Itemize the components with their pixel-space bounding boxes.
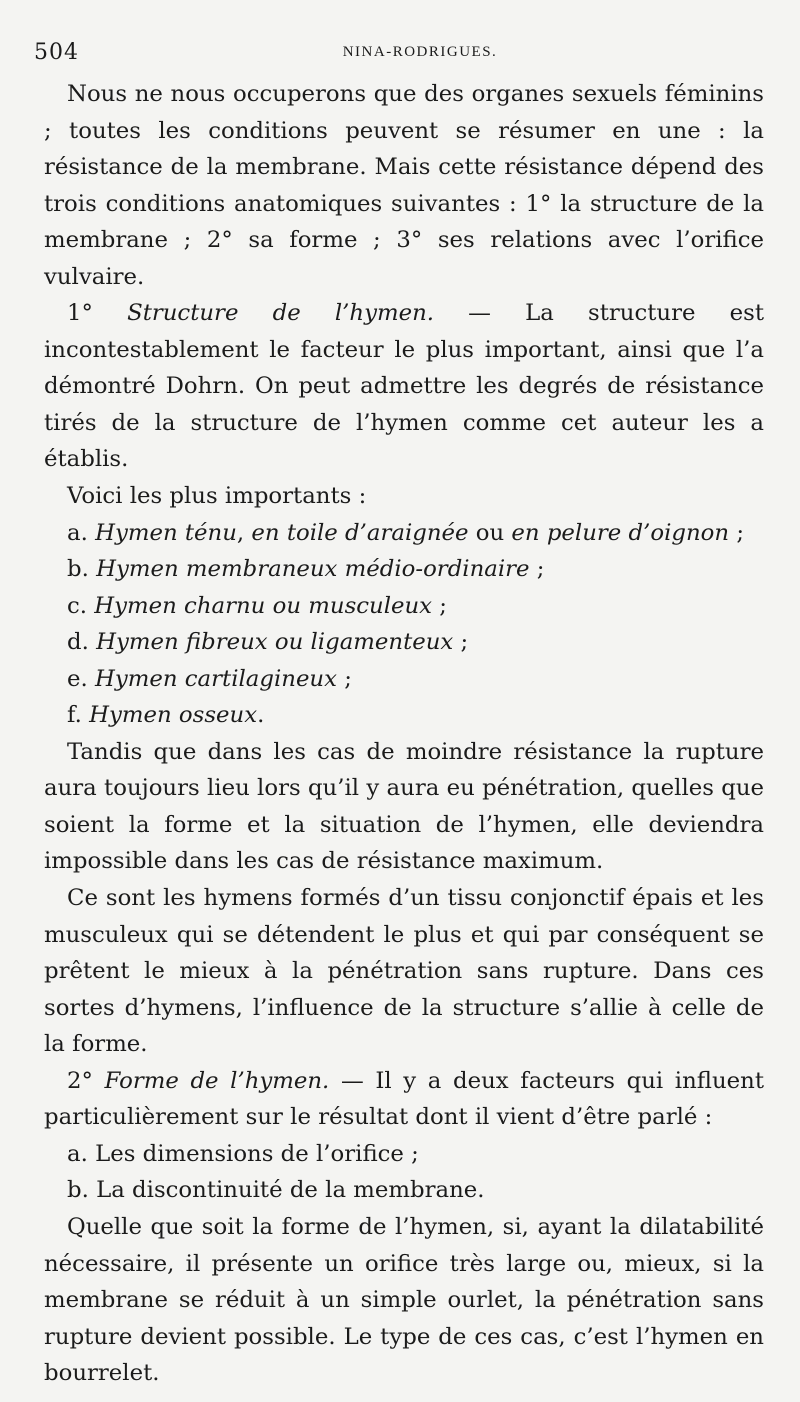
list-item-e (44, 661, 764, 698)
list-letter: d. (67, 629, 97, 656)
list-letter: c. (67, 592, 95, 619)
list-text: en pelure d’oignon (511, 519, 730, 546)
page-number: 504 (34, 40, 79, 65)
list-item-f (44, 697, 764, 734)
list-letter: e. (67, 665, 95, 692)
list-end: ; (729, 519, 745, 546)
paragraph-intro: Nous ne nous occuperons que des organes sexuels féminins ; toutes les conditions peuvent se résumer en une : la résistance de la membrane. Mais cette résistance dépend des trois conditions anatomiques suivantes : 1° la structure de la membrane ; 2° sa forme ; 3° ses relations avec l’orifice vulvaire. (44, 81, 764, 290)
paragraph-forme-text: — Il y a deux facteurs qui influent particulièrement sur le résultat dont il vient d’être parlé : (44, 1067, 764, 1131)
list-text: Hymen fibreux ou ligamenteux (96, 629, 454, 656)
list-letter: f. (67, 702, 90, 729)
paragraph-list-intro: Voici les plus importants : (67, 483, 367, 510)
section-number: 2° (67, 1067, 105, 1094)
list-text: Hymen membraneux médio-ordinaire (96, 556, 530, 583)
list-letter: a. (67, 519, 96, 546)
section-heading-structure: Structure de l’hymen. (127, 300, 434, 327)
paragraph-bourrelet: Quelle que soit la forme de l’hymen, si, ayant la dilatabilité nécessaire, il présente un orifice très large ou, mieux, si la membrane se réduit à un simple ourlet, la pénétration sans rupture devient possible. Le type de ces cas, c’est l’hymen en bourrelet. (44, 1213, 764, 1387)
section-number: 1° (67, 300, 128, 327)
paragraph-structure-text: — La structure est incontestablement le facteur le plus important, ainsi que l’a démontré Dohrn. On peut admettre les degrés de résistance tirés de la structure de l’hymen comme cet auteur les a établis. (44, 300, 764, 473)
list-letter: b. (67, 556, 97, 583)
list-end: ; (336, 665, 352, 692)
list-separator: , (236, 519, 252, 546)
list-item-d (44, 624, 764, 661)
list-text: Hymen osseux (89, 702, 258, 729)
list-end: ; (453, 629, 469, 656)
list-text: en toile d’araignée (251, 519, 469, 546)
list-text: Hymen charnu ou musculeux (94, 592, 433, 619)
paragraph-forme (44, 1063, 764, 1136)
list-end: ; (529, 556, 545, 583)
list-item-b (44, 551, 764, 588)
list-item-c (44, 588, 764, 625)
section-heading-forme: Forme de l’hymen. (104, 1067, 330, 1094)
list-end: . (257, 702, 265, 729)
list-item-a (44, 515, 764, 552)
list2-item-a: a. Les dimensions de l’orifice ; (67, 1140, 419, 1167)
list-separator: ou (468, 519, 512, 546)
paragraph-rupture: Tandis que dans les cas de moindre résistance la rupture aura toujours lieu lors qu’il y aura eu pénétration, quelles que soient la forme et la situation de l’hymen, elle deviendra impossible dans les cas de résistance maximum. (44, 738, 764, 875)
list-text: Hymen ténu (95, 519, 237, 546)
body-text (44, 76, 764, 1392)
list-text: Hymen cartilagineux (94, 665, 337, 692)
paragraph-structure (44, 295, 764, 478)
page-header (34, 40, 766, 70)
list2-item-b: b. La discontinuité de la membrane. (67, 1177, 485, 1204)
running-head: NINA-RODRIGUES. (342, 44, 498, 60)
list-end: ; (432, 592, 447, 619)
paragraph-musculeux: Ce sont les hymens formés d’un tissu conjonctif épais et les musculeux qui se détendent le plus et qui par conséquent se prêtent le mieux à la pénétration sans rupture. Dans ces sortes d’hymens, l’influence de la structure s’allie à celle de la forme. (44, 885, 764, 1058)
